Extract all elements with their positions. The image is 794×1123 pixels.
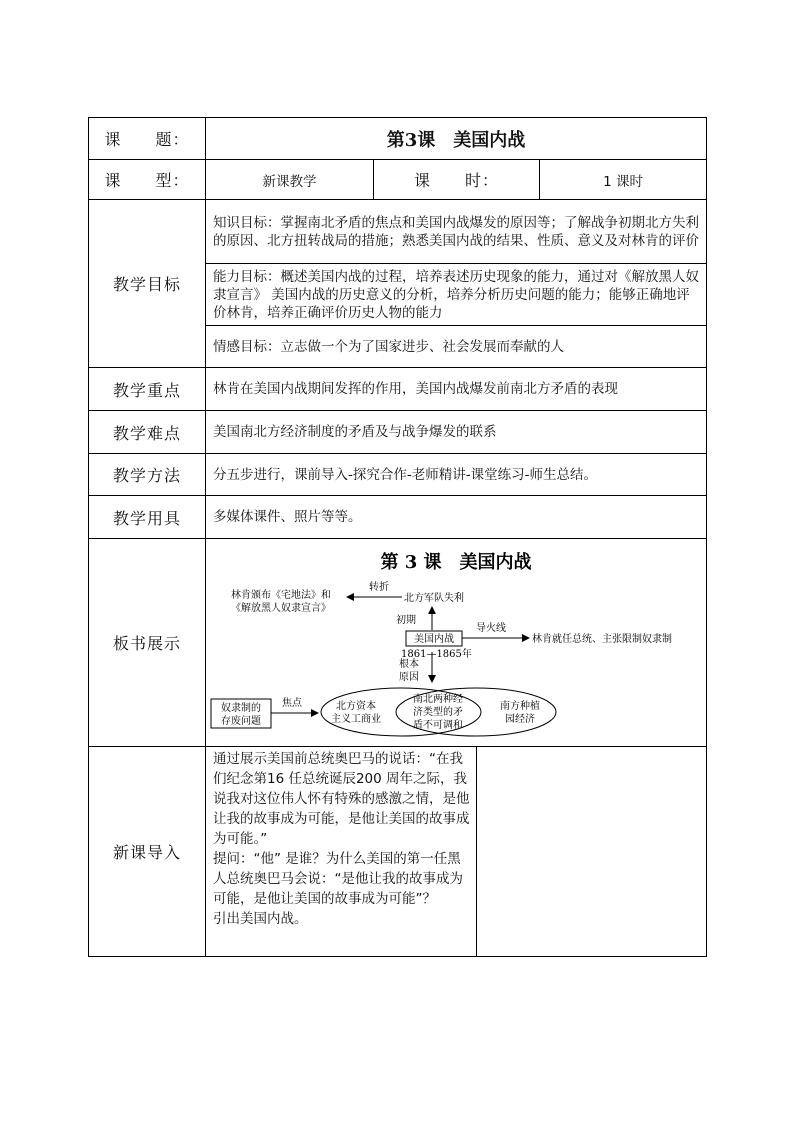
focus-label: 焦点 — [282, 697, 302, 709]
hours-value: 1 课时 — [540, 160, 707, 200]
row-intro — [89, 747, 707, 957]
row-topic — [89, 118, 707, 160]
key-points-value: 林肯在美国内战期间发挥的作用，美国内战爆发前南北方矛盾的表现 — [206, 368, 707, 411]
lincoln-acts-line-1: 林肯颁布《宅地法》和 — [231, 589, 331, 601]
row-objectives-knowledge — [89, 200, 707, 264]
fuse-label: 导火线 — [476, 622, 506, 634]
board-diagram-svg — [206, 540, 706, 746]
row-difficulties — [89, 411, 707, 454]
root-cause-line-1: 根本 — [399, 658, 419, 670]
north-economy-line-1: 北方资本 — [336, 700, 376, 712]
row-board — [89, 539, 707, 747]
south-economy-line-2: 园经济 — [505, 713, 535, 725]
tools-label: 教学用具 — [89, 496, 206, 539]
type-label: 课 型： — [89, 160, 206, 200]
key-points-label: 教学重点 — [89, 368, 206, 411]
methods-value: 分五步进行，课前导入-探究合作-老师精讲-课堂练习-师生总结。 — [206, 454, 707, 496]
intro-text — [206, 747, 477, 957]
conflict-line-3: 盾不可调和 — [413, 719, 463, 731]
lesson-title: 第3课 美国内战 — [206, 118, 707, 160]
row-tools — [89, 496, 707, 539]
north-economy-line-2: 主义工商业 — [331, 713, 381, 725]
intro-label: 新课导入 — [89, 747, 206, 957]
slavery-line-1: 奴隶制的 — [221, 702, 261, 714]
board-diagram — [206, 540, 706, 746]
difficulties-label: 教学难点 — [89, 411, 206, 454]
north-defeat-label: 北方军队失利 — [404, 592, 464, 604]
topic-label: 课 题： — [89, 118, 206, 160]
lincoln-president-label: 林肯就任总统、主张限制奴隶制 — [532, 633, 672, 645]
tools-value: 多媒体课件、照片等等。 — [206, 496, 707, 539]
row-methods — [89, 454, 707, 496]
board-cell — [206, 539, 707, 747]
turning-label: 转折 — [369, 581, 389, 593]
south-economy-line-1: 南方种植 — [500, 700, 540, 712]
methods-label: 教学方法 — [89, 454, 206, 496]
intro-quote: 通过展示美国前总统奥巴马的说话：“在我们纪念第16 任总统诞辰200 周年之际，我说我对这位伟人怀有特殊的感激之情，是他让我的故事成为可能，是他让美国的故事成为可能。” — [213, 751, 470, 847]
difficulties-value: 美国南北方经济制度的矛盾及与战争爆发的联系 — [206, 411, 707, 454]
objectives-label: 教学目标 — [89, 200, 206, 368]
intro-notes-cell — [477, 747, 707, 957]
early-label: 初期 — [396, 614, 416, 626]
objective-emotion: 情感目标：立志做一个为了国家进步、社会发展而奉献的人 — [206, 326, 707, 368]
root-cause-line-2: 原因 — [399, 671, 419, 683]
row-key-points — [89, 368, 707, 411]
civil-war-label: 美国内战 — [414, 633, 454, 645]
objective-knowledge: 知识目标：掌握南北矛盾的焦点和美国内战爆发的原因等；了解战争初期北方失利的原因、北方扭转战局的措施；熟悉美国内战的结果、性质、意义及对林肯的评价 — [206, 200, 707, 264]
lesson-plan-table — [88, 117, 707, 957]
row-type — [89, 160, 707, 200]
intro-lead: 引出美国内战。 — [213, 911, 308, 927]
type-value: 新课教学 — [206, 160, 374, 200]
hours-label: 课 时： — [374, 160, 540, 200]
objective-ability: 能力目标：概述美国内战的过程，培养表述历史现象的能力，通过对《解放黑人奴隶宣言》 美国内战的历史意义的分析，培养分析历史问题的能力；能够正确地评价林肯，培养正确评价历史人物的能力 — [206, 264, 707, 326]
conflict-line-2: 济类型的矛 — [413, 706, 463, 718]
years-label: 1861—1865年 — [401, 648, 472, 660]
intro-question: 提问：“他” 是谁？为什么美国的第一任黑人总统奥巴马会说：“是他让我的故事成为可能，是他让美国的故事成为可能”？ — [213, 851, 463, 907]
board-title: 第 3 课 美国内战 — [380, 551, 532, 573]
board-label: 板书展示 — [89, 539, 206, 747]
slavery-line-2: 存废问题 — [221, 715, 261, 727]
conflict-line-1: 南北两种经 — [413, 693, 463, 705]
lincoln-acts-line-2: 《解放黑人奴隶宣言》 — [231, 602, 331, 614]
